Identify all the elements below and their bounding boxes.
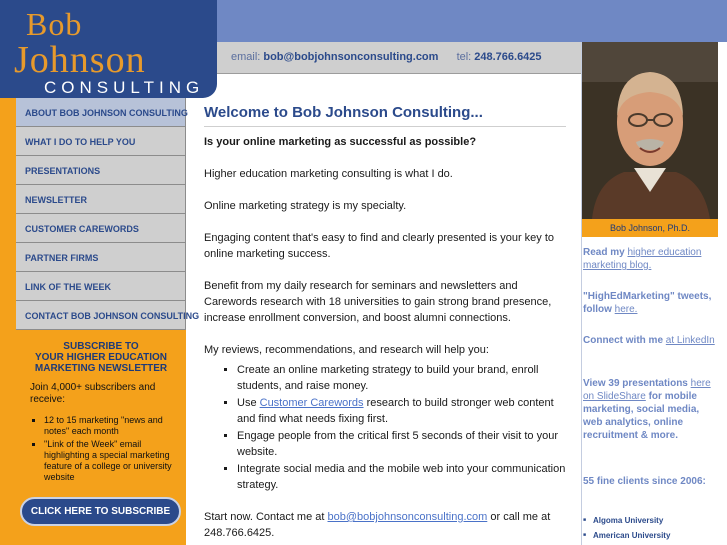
main-content bbox=[204, 104, 566, 545]
photo-caption: Bob Johnson, Ph.D. bbox=[582, 219, 718, 237]
list-item: ▪ Engage people from the critical first 5 seconds of their visit to your website. bbox=[237, 428, 566, 460]
twitter-promo: "HighEdMarketing" tweets, follow here. bbox=[583, 291, 712, 315]
customer-carewords-link[interactable]: Customer Carewords bbox=[259, 397, 364, 409]
twitter-link[interactable]: here. bbox=[614, 304, 638, 315]
list-item: ▪ "Link of the Week" email highlighting a special marketing feature of a college or university website bbox=[44, 439, 186, 483]
nav-item-what-i-do[interactable]: WHAT I DO TO HELP YOU bbox=[16, 127, 186, 156]
logo-text-consulting: CONSULTING bbox=[44, 78, 205, 97]
list-item: ▪ 12 to 15 marketing "news and notes" each month bbox=[44, 415, 186, 437]
site-logo[interactable] bbox=[0, 0, 217, 98]
paragraph: My reviews, recommendations, and research will help you: bbox=[204, 344, 489, 356]
slideshare-promo: View 39 presentations here on SlideShare for mobile marketing, social media, web analytics, online recruitment & more. bbox=[583, 378, 711, 441]
newsletter-subscribe-box bbox=[16, 334, 186, 545]
nav-item-presentations[interactable]: PRESENTATIONS bbox=[16, 156, 186, 185]
logo-text-bob: Bob bbox=[26, 6, 83, 42]
contact-email[interactable]: bob@bobjohnsonconsulting.com bbox=[263, 51, 439, 63]
email-link[interactable]: bob@bobjohnsonconsulting.com bbox=[327, 511, 488, 523]
bob-johnson-photo bbox=[582, 42, 718, 219]
blog-promo: Read my higher education marketing blog. bbox=[583, 247, 702, 271]
nav-item-link-of-the-week[interactable]: LINK OF THE WEEK bbox=[16, 272, 186, 301]
page-title: Welcome to Bob Johnson Consulting... bbox=[204, 104, 566, 127]
right-sidebar bbox=[581, 42, 727, 545]
portrait-image bbox=[582, 42, 718, 219]
list-item[interactable]: ■ American University bbox=[583, 528, 718, 543]
list-item[interactable]: ■ Algoma University bbox=[583, 513, 718, 528]
nav-item-about[interactable]: ABOUT BOB JOHNSON CONSULTING bbox=[16, 98, 186, 127]
list-item: ▪ Integrate social media and the mobile web into your communication strategy. bbox=[237, 461, 566, 493]
linkedin-promo: Connect with me at LinkedIn bbox=[583, 335, 715, 346]
closing-paragraph: Start now. Contact me at bob@bobjohnsonconsulting.com or call me at 248.766.6425. bbox=[204, 511, 551, 539]
tel-label: tel: bbox=[456, 51, 472, 63]
nav-item-partner-firms[interactable]: PARTNER FIRMS bbox=[16, 243, 186, 272]
subscribe-benefits bbox=[32, 415, 186, 483]
nav-item-newsletter[interactable]: NEWSLETTER bbox=[16, 185, 186, 214]
subscribe-button[interactable]: CLICK HERE TO SUBSCRIBE bbox=[20, 497, 181, 526]
contact-phone: 248.766.6425 bbox=[474, 51, 542, 63]
subscribe-intro: Join 4,000+ subscribers and receive: bbox=[30, 382, 156, 405]
list-item: ▪ Create an online marketing strategy to build your brand, enroll students, and raise money. bbox=[237, 362, 566, 394]
nav-item-contact[interactable]: CONTACT BOB JOHNSON CONSULTING bbox=[16, 301, 186, 330]
client-list bbox=[583, 513, 718, 543]
list-item: ▪ Use Customer Carewords research to build stronger web content and find what needs fixing first. bbox=[237, 395, 566, 427]
slideshare-link[interactable]: here on SlideShare bbox=[583, 378, 711, 402]
benefits-list bbox=[237, 362, 566, 493]
blog-link[interactable]: higher education marketing blog. bbox=[583, 247, 702, 271]
intro-question: Is your online marketing as successful as possible? bbox=[204, 136, 477, 148]
subscribe-title: SUBSCRIBE TO YOUR HIGHER EDUCATION MARKETING NEWSLETTER bbox=[34, 341, 168, 374]
nav-item-customer-carewords[interactable]: CUSTOMER CAREWORDS bbox=[16, 214, 186, 243]
paragraph: Benefit from my daily research for seminars and newsletters and Carewords research with 18 universities to gain strong brand presence, increase enrollment conversion, and boost alumni connections. bbox=[204, 280, 552, 324]
linkedin-link[interactable]: at LinkedIn bbox=[665, 335, 715, 346]
paragraph: Engaging content that's easy to find and clearly presented is your key to online marketing success. bbox=[204, 232, 555, 260]
paragraph: Higher education marketing consulting is what I do. bbox=[204, 168, 453, 180]
paragraph: Online marketing strategy is my specialty. bbox=[204, 200, 407, 212]
main-nav bbox=[16, 98, 200, 330]
contact-bar bbox=[217, 42, 581, 74]
email-label: email: bbox=[231, 51, 261, 63]
clients-heading: 55 fine clients since 2006: bbox=[583, 476, 706, 487]
logo-text-johnson: Johnson bbox=[14, 39, 146, 81]
contact-info bbox=[231, 51, 542, 63]
